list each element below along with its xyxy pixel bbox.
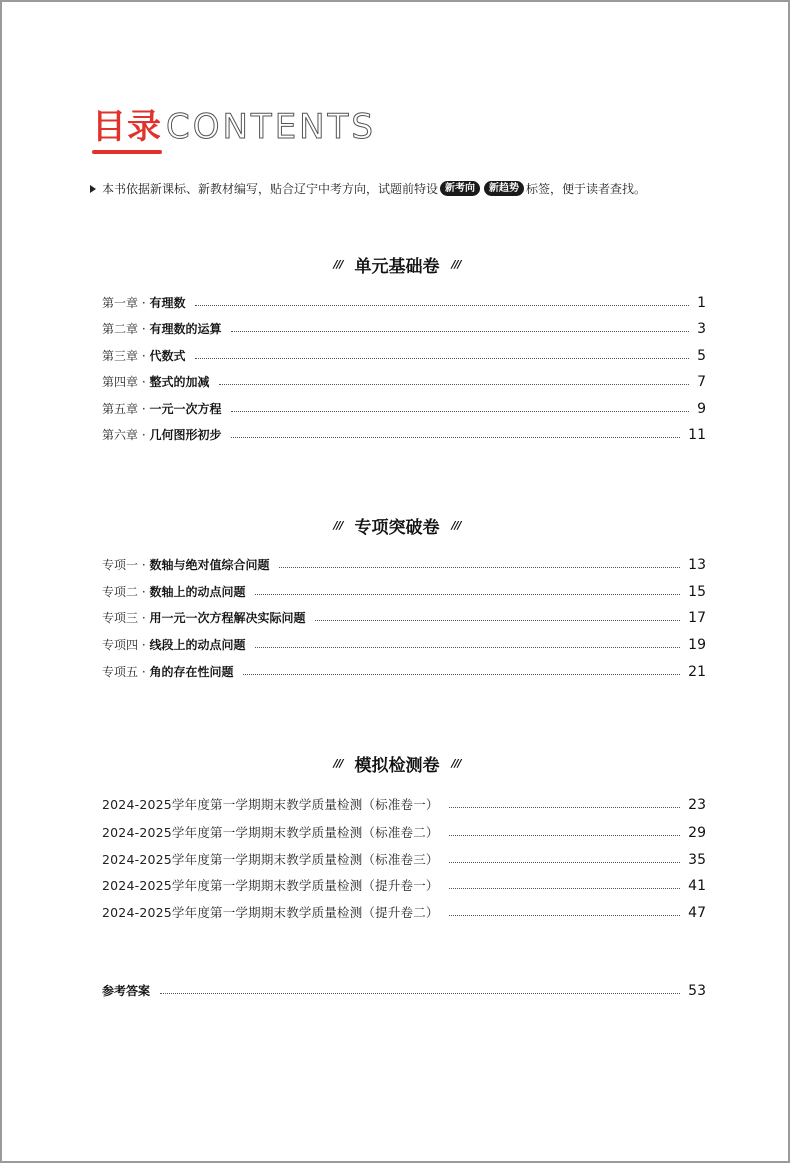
dot-leader bbox=[315, 620, 680, 621]
toc-entry[interactable] bbox=[102, 399, 706, 417]
dot-leader bbox=[231, 437, 680, 438]
toc-entry[interactable] bbox=[102, 608, 706, 626]
dot-leader bbox=[231, 331, 689, 332]
toc-entry[interactable] bbox=[102, 372, 706, 390]
title-english: CONTENTS bbox=[166, 107, 376, 147]
page-number: 17 bbox=[688, 610, 706, 626]
slash-decoration: /// bbox=[333, 258, 343, 271]
entry-label: 2024-2025学年度第一学期期末教学质量检测（提升卷二） bbox=[102, 905, 439, 920]
entry-label: 第二章 · 有理数的运算 bbox=[102, 322, 222, 336]
toc-entry[interactable] bbox=[102, 319, 706, 337]
toc-entry[interactable] bbox=[102, 876, 706, 894]
toc-entry[interactable] bbox=[102, 662, 706, 680]
dot-leader bbox=[243, 674, 680, 675]
dot-leader bbox=[160, 993, 680, 994]
entry-label: 专项二 · 数轴上的动点问题 bbox=[102, 585, 246, 599]
page-number: 15 bbox=[688, 584, 706, 600]
page-number: 29 bbox=[688, 825, 706, 841]
toc-entry[interactable] bbox=[102, 903, 706, 921]
entry-label: 专项三 · 用一元一次方程解决实际问题 bbox=[102, 611, 306, 625]
dot-leader bbox=[195, 358, 689, 359]
entry-label: 第六章 · 几何图形初步 bbox=[102, 428, 222, 442]
dot-leader bbox=[195, 305, 689, 306]
dot-leader bbox=[255, 647, 680, 648]
entry-label: 第五章 · 一元一次方程 bbox=[102, 402, 222, 416]
toc-entry[interactable] bbox=[102, 555, 706, 573]
section-heading: 专项突破卷 bbox=[354, 518, 440, 538]
entry-label: 专项一 · 数轴与绝对值综合问题 bbox=[102, 558, 270, 572]
toc-entry-answers[interactable] bbox=[102, 981, 706, 999]
title-chinese: 目录 bbox=[92, 110, 162, 144]
dot-leader bbox=[449, 807, 681, 808]
section-title-unit bbox=[2, 252, 790, 277]
slash-decoration: /// bbox=[451, 519, 461, 532]
dot-leader bbox=[449, 915, 681, 916]
page-number: 11 bbox=[688, 427, 706, 443]
intro-suffix: 标签，便于读者查找。 bbox=[526, 182, 647, 196]
section-title-special bbox=[2, 513, 790, 538]
section-heading: 模拟检测卷 bbox=[354, 756, 440, 776]
triangle-bullet-icon bbox=[90, 185, 96, 193]
section-heading: 单元基础卷 bbox=[354, 257, 440, 277]
page-number: 1 bbox=[697, 295, 706, 311]
tag-new-trend: 新趋势 bbox=[484, 181, 524, 196]
dot-leader bbox=[219, 384, 689, 385]
toc-entry[interactable] bbox=[102, 425, 706, 443]
page-number: 13 bbox=[688, 557, 706, 573]
entry-label: 2024-2025学年度第一学期期末教学质量检测（标准卷一） bbox=[102, 797, 439, 812]
tag-new-direction: 新考向 bbox=[440, 181, 480, 196]
page-number: 23 bbox=[688, 797, 706, 813]
slash-decoration: /// bbox=[333, 757, 343, 770]
toc-entry[interactable] bbox=[102, 850, 706, 868]
toc-entry[interactable] bbox=[102, 346, 706, 364]
toc-entry[interactable] bbox=[102, 795, 706, 813]
dot-leader bbox=[255, 594, 680, 595]
toc-entry[interactable] bbox=[102, 293, 706, 311]
entry-label: 参考答案 bbox=[102, 984, 151, 998]
entry-label: 第三章 · 代数式 bbox=[102, 349, 186, 363]
entry-label: 专项四 · 线段上的动点问题 bbox=[102, 638, 246, 652]
toc-entry[interactable] bbox=[102, 823, 706, 841]
entry-label: 第一章 · 有理数 bbox=[102, 296, 186, 310]
page-number: 7 bbox=[697, 374, 706, 390]
dot-leader bbox=[279, 567, 680, 568]
entry-label: 第四章 · 整式的加减 bbox=[102, 375, 210, 389]
intro-prefix: 本书依据新课标、新教材编写，贴合辽宁中考方向，试题前特设 bbox=[102, 182, 439, 196]
page-number: 35 bbox=[688, 852, 706, 868]
entry-label: 2024-2025学年度第一学期期末教学质量检测（标准卷三） bbox=[102, 852, 439, 867]
slash-decoration: /// bbox=[333, 519, 343, 532]
dot-leader bbox=[449, 862, 681, 863]
entry-label: 专项五 · 角的存在性问题 bbox=[102, 665, 234, 679]
page-number: 21 bbox=[688, 664, 706, 680]
section-title-mock bbox=[2, 751, 790, 776]
page-number: 5 bbox=[697, 348, 706, 364]
toc-entry[interactable] bbox=[102, 635, 706, 653]
page-title bbox=[92, 107, 376, 147]
intro-note bbox=[90, 180, 646, 197]
dot-leader bbox=[449, 835, 681, 836]
page-number: 41 bbox=[688, 878, 706, 894]
entry-label: 2024-2025学年度第一学期期末教学质量检测（提升卷一） bbox=[102, 878, 439, 893]
dot-leader bbox=[449, 888, 681, 889]
slash-decoration: /// bbox=[451, 258, 461, 271]
slash-decoration: /// bbox=[451, 757, 461, 770]
page-number: 53 bbox=[688, 983, 706, 999]
page-number: 3 bbox=[697, 321, 706, 337]
title-underline bbox=[92, 150, 162, 154]
page-number: 9 bbox=[697, 401, 706, 417]
page-number: 19 bbox=[688, 637, 706, 653]
entry-label: 2024-2025学年度第一学期期末教学质量检测（标准卷二） bbox=[102, 825, 439, 840]
page-number: 47 bbox=[688, 905, 706, 921]
toc-entry[interactable] bbox=[102, 582, 706, 600]
dot-leader bbox=[231, 411, 689, 412]
